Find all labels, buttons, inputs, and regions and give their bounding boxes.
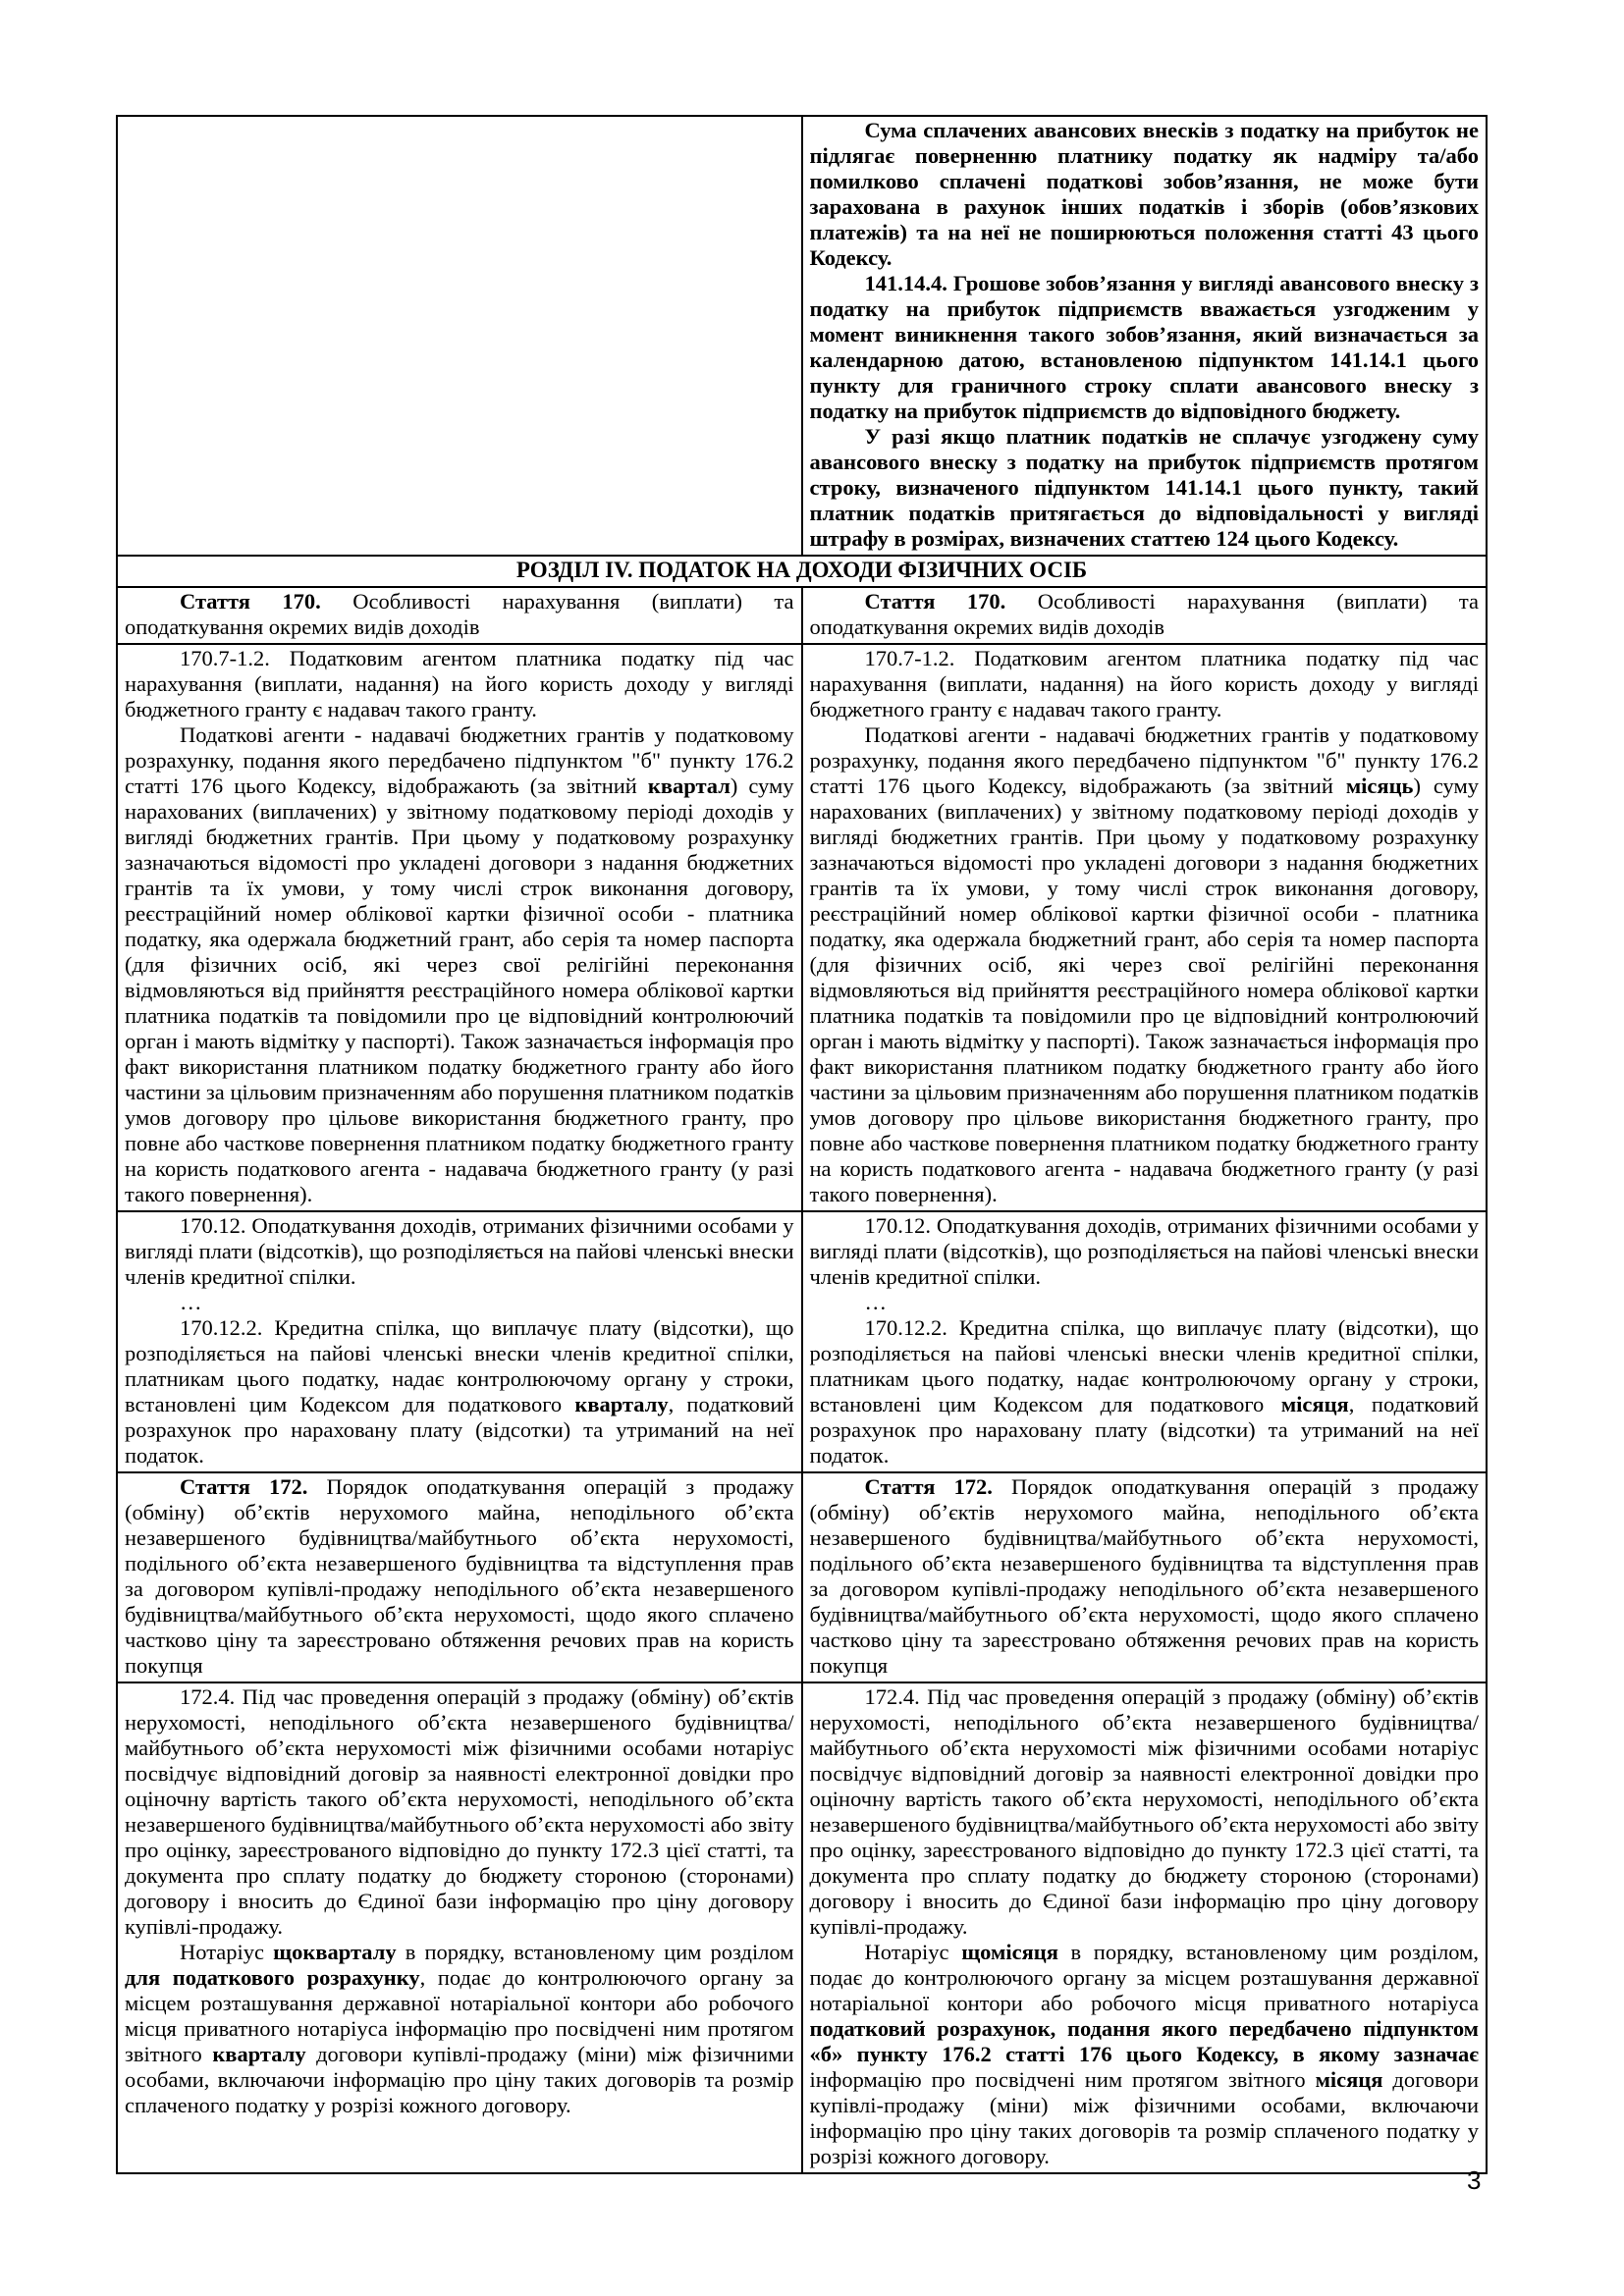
left-column-cell bbox=[117, 1472, 802, 1682]
left-column-cell bbox=[117, 1211, 802, 1472]
bold-text-run: Стаття 170. bbox=[180, 589, 321, 614]
paragraph bbox=[125, 1315, 794, 1468]
paragraph bbox=[810, 1940, 1480, 2169]
bold-text-run: для податкового розрахунку bbox=[125, 1965, 420, 1990]
law-comparison-table-body bbox=[117, 116, 1487, 2173]
table-row bbox=[117, 556, 1487, 587]
text-run: 170.12. Оподаткування доходів, отриманих фізичними особами у вигляді плати (відсотків), що розподіляється на пайові членські внески членів кредитної спілки. bbox=[125, 1213, 794, 1289]
text-run: 170.7-1.2. Податковим агентом платника податку під час нарахування (виплати, надання) на його користь доходу у вигляді бюджетного гранту є надавач такого гранту. bbox=[809, 646, 1479, 721]
table-row bbox=[117, 1211, 1487, 1472]
right-column-cell bbox=[802, 587, 1488, 644]
table-row bbox=[117, 644, 1487, 1211]
text-run: Нотаріус bbox=[864, 1940, 962, 1964]
text-run: Податкові агенти - надавачі бюджетних грантів у податковому розрахунку, подання якого передбачено підпунктом "б" пункту 176.2 статті 176 цього Кодексу, відображають (за звітний bbox=[809, 722, 1479, 798]
paragraph bbox=[810, 424, 1480, 552]
bold-text-run: щомісяця bbox=[961, 1940, 1058, 1964]
paragraph bbox=[810, 271, 1480, 424]
bold-text-run: Стаття 172. bbox=[180, 1474, 308, 1499]
text-run: 170.12. Оподаткування доходів, отриманих фізичними особами у вигляді плати (відсотків), що розподіляється на пайові членські внески членів кредитної спілки. bbox=[809, 1213, 1479, 1289]
text-run: в порядку, встановленому цим розділом, подає до контролюючого органу за місцем розташування державної нотаріальної контори або робочого місця приватного нотаріуса bbox=[809, 1940, 1479, 2015]
paragraph bbox=[125, 722, 794, 1207]
left-column-cell bbox=[117, 116, 802, 556]
paragraph bbox=[125, 1474, 794, 1679]
text-run: … bbox=[864, 1290, 887, 1314]
paragraph bbox=[125, 1290, 794, 1315]
table-row bbox=[117, 116, 1487, 556]
paragraph bbox=[810, 1684, 1480, 1940]
bold-text-run: квартал bbox=[647, 774, 731, 798]
bold-text-run: щокварталу bbox=[273, 1940, 397, 1964]
text-run: 170.12.2. Кредитна спілка, що виплачує плату (відсотки), що розподіляється на пайові членські внески членів кредитної спілки, платникам цього податку, надає контролюючому органу у строки, встановлені цим Кодексом для податкового bbox=[809, 1315, 1479, 1416]
text-run: договори купівлі-продажу (міни) між фізичними особами, включаючи інформацію про ціну таких договорів та розмір сплаченого податку у розрізі кожного договору. bbox=[125, 2042, 794, 2117]
bold-text-run: Сума сплачених авансових внесків з податку на прибуток не підлягає поверненню платнику податку як надміру та/або помилково сплачені податкові зобов’язання, не може бути зарахована в рахунок інших податків і зборів (обов’язкових платежів) та на неї не поширюються положення статті 43 цього Кодексу. bbox=[809, 118, 1479, 270]
text-run: , подає до контролюючого органу за місцем розташування державної нотаріальної контори або робочого місця приватного нотаріуса інформацію про посвідчені ним протягом звітного bbox=[125, 1965, 794, 2066]
text-run: 170.7-1.2. Податковим агентом платника податку під час нарахування (виплати, надання) на його користь доходу у вигляді бюджетного гранту є надавач такого гранту. bbox=[125, 646, 794, 721]
right-column-cell bbox=[802, 116, 1488, 556]
left-column-cell bbox=[117, 644, 802, 1211]
paragraph bbox=[810, 589, 1480, 640]
right-column-cell bbox=[802, 644, 1488, 1211]
text-run: ) суму нарахованих (виплачених) у звітному податковому періоді доходів у вигляді бюджетних грантів. При цьому у податковому розрахунку зазначаються відомості про укладені договори з надання бюджетних грантів та їх умови, у тому числі строк виконання договору, реєстраційний номер облікової картки фізичної особи - платника податку, яка одержала бюджетний грант, або серія та номер паспорта (для фізичних осіб, які через свої релігійні переконання відмовляються від прийняття реєстраційного номера облікової картки платника податків та повідомили про це відповідний контролюючий орган і мають відмітку у паспорті). Також зазначається інформація про факт використання платником податку бюджетного гранту або його частини за цільовим призначенням або порушення платником податків умов договору про цільове використання бюджетного гранту, про повне або часткове повернення платником податку бюджетного гранту на користь податкового агента - надавача бюджетного гранту (у разі такого повернення). bbox=[125, 774, 794, 1206]
paragraph bbox=[125, 589, 794, 640]
table-row bbox=[117, 1472, 1487, 1682]
page-number: 3 bbox=[1467, 2165, 1482, 2195]
text-run: 172.4. Під час проведення операцій з продажу (обміну) об’єктів нерухомості, неподільного об’єкта незавершеного будівництва/майбутнього об’єкта нерухомості між фізичними особами нотаріус посвідчує відповідний договір за наявності електронної довідки про оціночну вартість такого об’єкта нерухомості, неподільного об’єкта незавершеного будівництва/майбутнього об’єкта нерухомості або звіту про оцінку, зареєстрованого відповідно до пункту 172.3 цієї статті, та документа про сплату податку до бюджету стороною (сторонами) договору і вносить до Єдиної бази інформацію про ціну договору купівлі-продажу. bbox=[809, 1684, 1479, 1939]
paragraph bbox=[810, 118, 1480, 271]
table-row bbox=[117, 1682, 1487, 2173]
left-column-cell bbox=[117, 587, 802, 644]
text-run: інформацію про посвідчені ним протягом звітного bbox=[809, 2067, 1316, 2092]
bold-text-run: кварталу bbox=[212, 2042, 306, 2066]
bold-text-run: місяця bbox=[1280, 1392, 1349, 1416]
right-column-cell bbox=[802, 1682, 1488, 2173]
paragraph bbox=[125, 1684, 794, 1940]
table-row bbox=[117, 587, 1487, 644]
left-column-cell bbox=[117, 1682, 802, 2173]
paragraph bbox=[810, 722, 1480, 1207]
bold-text-run: місяць bbox=[1345, 774, 1414, 798]
text-run: 172.4. Під час проведення операцій з продажу (обміну) об’єктів нерухомості, неподільного об’єкта незавершеного будівництва/майбутнього об’єкта нерухомості між фізичними особами нотаріус посвідчує відповідний договір за наявності електронної довідки про оціночну вартість такого об’єкта нерухомості, неподільного об’єкта незавершеного будівництва/майбутнього об’єкта нерухомості або звіту про оцінку, зареєстрованого відповідно до пункту 172.3 цієї статті, та документа про сплату податку до бюджету стороною (сторонами) договору і вносить до Єдиної бази інформацію про ціну договору купівлі-продажу. bbox=[125, 1684, 794, 1939]
paragraph bbox=[810, 1213, 1480, 1290]
section-heading-cell: РОЗДІЛ IV. ПОДАТОК НА ДОХОДИ ФІЗИЧНИХ ОСІБ bbox=[117, 556, 1487, 587]
text-run: Особливості нарахування (виплати) та оподаткування окремих видів доходів bbox=[125, 589, 794, 639]
bold-text-run: кварталу bbox=[574, 1392, 669, 1416]
right-column-cell bbox=[802, 1211, 1488, 1472]
paragraph bbox=[125, 1940, 794, 2118]
text-run: 170.12.2. Кредитна спілка, що виплачує плату (відсотки), що розподіляється на пайові членські внески членів кредитної спілки, платникам цього податку, надає контролюючому органу у строки, встановлені цим Кодексом для податкового bbox=[125, 1315, 794, 1416]
bold-text-run: Стаття 172. bbox=[864, 1474, 993, 1499]
right-column-cell bbox=[802, 1472, 1488, 1682]
paragraph bbox=[125, 646, 794, 722]
text-run: … bbox=[180, 1290, 202, 1314]
text-run: ) суму нарахованих (виплачених) у звітному податковому періоді доходів у вигляді бюджетних грантів. При цьому у податковому розрахунку зазначаються відомості про укладені договори з надання бюджетних грантів та їх умови, у тому числі строк виконання договору, реєстраційний номер облікової картки фізичної особи - платника податку, яка одержала бюджетний грант, або серія та номер паспорта (для фізичних осіб, які через свої релігійні переконання відмовляються від прийняття реєстраційного номера облікової картки платника податків та повідомили про це відповідний контролюючий орган і мають відмітку у паспорті). Також зазначається інформація про факт використання платником податку бюджетного гранту або його частини за цільовим призначенням або порушення платником податків умов договору про цільове використання бюджетного гранту, про повне або часткове повернення платником податку бюджетного гранту на користь податкового агента - надавача бюджетного гранту (у разі такого повернення). bbox=[809, 774, 1480, 1206]
bold-text-run: податковий розрахунок, подання якого передбачено підпунктом «б» пункту 176.2 статті 176 цього Кодексу, в якому зазначає bbox=[809, 2016, 1479, 2066]
bold-text-run: місяця bbox=[1315, 2067, 1383, 2092]
paragraph bbox=[810, 1315, 1480, 1468]
text-run: в порядку, встановленому цим розділом bbox=[396, 1940, 794, 1964]
paragraph bbox=[810, 1474, 1480, 1679]
text-run: Порядок оподаткування операцій з продажу (обміну) об’єктів нерухомого майна, неподільного об’єкта незавершеного будівництва/майбутнього об’єкта нерухомості, подільного об’єкта незавершеного будівництва та відступлення прав за договором купівлі-продажу неподільного об’єкта незавершеного будівництва/майбутнього об’єкта нерухомості, щодо якого сплачено частково ціну та зареєстровано обтяження речових прав на користь покупця bbox=[125, 1474, 794, 1678]
text-run: Податкові агенти - надавачі бюджетних грантів у податковому розрахунку, подання якого передбачено підпунктом "б" пункту 176.2 статті 176 цього Кодексу, відображають (за звітний bbox=[125, 722, 794, 798]
bold-text-run: Стаття 170. bbox=[864, 589, 1006, 614]
text-run: Порядок оподаткування операцій з продажу (обміну) об’єктів нерухомого майна, неподільного об’єкта незавершеного будівництва/майбутнього об’єкта нерухомості, подільного об’єкта незавершеного будівництва та відступлення прав за договором купівлі-продажу неподільного об’єкта незавершеного будівництва/майбутнього об’єкта нерухомості, щодо якого сплачено частково ціну та зареєстровано обтяження речових прав на користь покупця bbox=[809, 1474, 1479, 1678]
paragraph bbox=[125, 1213, 794, 1290]
text-run: Нотаріус bbox=[180, 1940, 274, 1964]
text-run: Особливості нарахування (виплати) та оподаткування окремих видів доходів bbox=[809, 589, 1480, 639]
paragraph bbox=[810, 646, 1480, 722]
law-comparison-table bbox=[116, 115, 1488, 2174]
bold-text-run: У разі якщо платник податків не сплачує узгоджену суму авансового внеску з податку на прибуток підприємств протягом строку, визначеного підпунктом 141.14.1 цього пункту, такий платник податків притягається до відповідальності у вигляді штрафу в розмірах, визначених статтею 124 цього Кодексу. bbox=[809, 424, 1479, 551]
text-run: договори купівлі-продажу (міни) між фізичними особами, включаючи інформацію про ціну таких договорів та розмір сплаченого податку у розрізі кожного договору. bbox=[809, 2067, 1479, 2168]
text-run: , податковий розрахунок про нараховану плату (відсотки) та утриманий на неї податок. bbox=[125, 1392, 794, 1468]
paragraph bbox=[810, 1290, 1480, 1315]
text-run: , податковий розрахунок про нараховану плату (відсотки) та утриманий на неї податок. bbox=[809, 1392, 1480, 1468]
bold-text-run: 141.14.4. Грошове зобов’язання у вигляді авансового внеску з податку на прибуток підприємств вважається узгодженим у момент виникнення такого зобов’язання, який визначається за календарною датою, встановленою підпунктом 141.14.1 цього пункту для граничного строку сплати авансового внеску з податку на прибуток підприємств до відповідного бюджету. bbox=[809, 271, 1479, 423]
